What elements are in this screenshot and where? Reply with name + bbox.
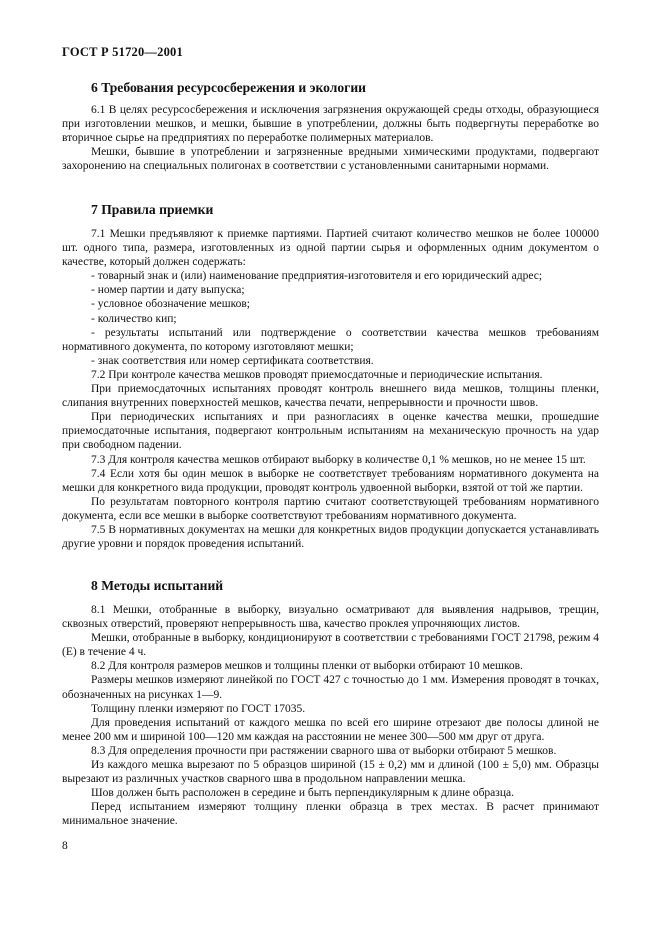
list-item: - результаты испытаний или подтверждение о соответствии качества мешков требованиям нормативного документа, по которому изготовляют мешки; (62, 326, 599, 353)
paragraph: 7.3 Для контроля качества мешков отбирают выборку в количестве 0,1 % мешков, но не менее 15 шт. (91, 453, 586, 466)
paragraph: 7.1 Мешки предъявляют к приемке партиями. Партией считают количество мешков не более 100000 шт. одного типа, размера, изготовленных из одной партии сырья и оформленных одним документом о качестве, который должен содержать: (62, 228, 599, 269)
section-7 (62, 202, 599, 218)
list-item: - номер партии и дату выпуска; (91, 284, 245, 297)
paragraph: При периодических испытаниях и при разногласиях в оценке качества мешки, прошедшие приемосдаточные испытания, подвергают контрольным испытаниям на механическую прочность на удар при свободном падении. (62, 411, 599, 452)
paragraph: Размеры мешков измеряют линейкой по ГОСТ 427 с точностью до 1 мм. Измерения проводят в точках, обозначенных на рисунках 1—9. (62, 674, 599, 701)
paragraph: При приемосдаточных испытаниях проводят контроль внешнего вида мешков, толщины пленки, слипания внутренних поверхностей мешков, качества печати, непрерывности и прочности швов. (62, 383, 599, 410)
list-item: - количество кип; (91, 312, 177, 325)
section-8 (62, 578, 599, 594)
paragraph: Шов должен быть расположен в середине и быть перпендикулярным к длине образца. (91, 787, 514, 800)
list-item: - товарный знак и (или) наименование предприятия-изготовителя и его юридический адрес; (91, 270, 543, 283)
paragraph: Толщину пленки измеряют по ГОСТ 17035. (91, 702, 306, 715)
paragraph: Перед испытанием измеряют толщину пленки образца в трех местах. В расчет принимают минимальное значение. (62, 801, 599, 828)
paragraph: 6.1 В целях ресурсосбережения и исключения загрязнения окружающей среды отходы, образующиеся при изготовлении мешков, и мешки, бывшие в употреблении, должны быть подвергнуты переработке во вторичное сырье на предприятиях по переработке полимерных материалов. (62, 104, 599, 145)
paragraph: 8.2 Для контроля размеров мешков и толщины пленки от выборки отбирают 10 мешков. (91, 660, 523, 673)
paragraph: По результатам повторного контроля партию считают соответствующей требованиям нормативного документа, если все мешки в выборке соответствуют требованиям нормативного документа. (62, 495, 599, 522)
document-header: ГОСТ Р 51720—2001 (62, 45, 183, 59)
section-8-body (62, 603, 599, 829)
paragraph: Из каждого мешка вырезают по 5 образцов шириной (15 ± 0,2) мм и длиной (100 ± 5,0) мм. Образцы вырезают из различных участков сварного шва в продольном направлении мешка. (62, 759, 599, 786)
paragraph: 7.4 Если хотя бы один мешок в выборке не соответствует требованиям нормативного документа на мешки для конкретного вида продукции, проводят контроль удвоенной выборки, взятой от той же партии. (62, 467, 599, 494)
paragraph: 7.2 При контроле качества мешков проводят приемосдаточные и периодические испытания. (91, 368, 543, 381)
section-7-body (62, 227, 599, 551)
section-6-title: 6 Требования ресурсосбережения и экологии (91, 80, 366, 95)
section-6 (62, 80, 599, 96)
paragraph: Мешки, бывшие в употреблении и загрязненные вредными химическими продуктами, подвергают захоронению на специальных полигонах в соответствии с установленными санитарными нормами. (62, 146, 599, 173)
paragraph: 8.3 Для определения прочности при растяжении сварного шва от выборки отбирают 5 мешков. (91, 744, 557, 757)
page-number: 8 (62, 840, 68, 852)
list-item: - условное обозначение мешков; (91, 298, 250, 311)
section-6-body (62, 103, 599, 173)
paragraph: 8.1 Мешки, отобранные в выборку, визуально осматривают для выявления надрывов, трещин, сквозных отверстий, проверяют непрерывность шва, качество проклея упрочняющих листов. (62, 604, 599, 631)
paragraph: 7.5 В нормативных документах на мешки для конкретных видов продукции допускается устанавливать другие уровни и порядок проведения испытаний. (62, 523, 599, 551)
section-7-title: 7 Правила приемки (91, 202, 214, 217)
paragraph: Мешки, отобранные в выборку, кондиционируют в соответствии с требованиями ГОСТ 21798, режим 4 (Е) в течение 4 ч. (62, 632, 599, 659)
paragraph: Для проведения испытаний от каждого мешка по всей его ширине отрезают две полосы длиной не менее 200 мм и шириной 100—120 мм каждая на расстоянии не менее 300—500 мм друг от друга. (62, 716, 599, 743)
section-8-title: 8 Методы испытаний (91, 578, 224, 593)
list-item: - знак соответствия или номер сертификата соответствия. (91, 354, 374, 367)
